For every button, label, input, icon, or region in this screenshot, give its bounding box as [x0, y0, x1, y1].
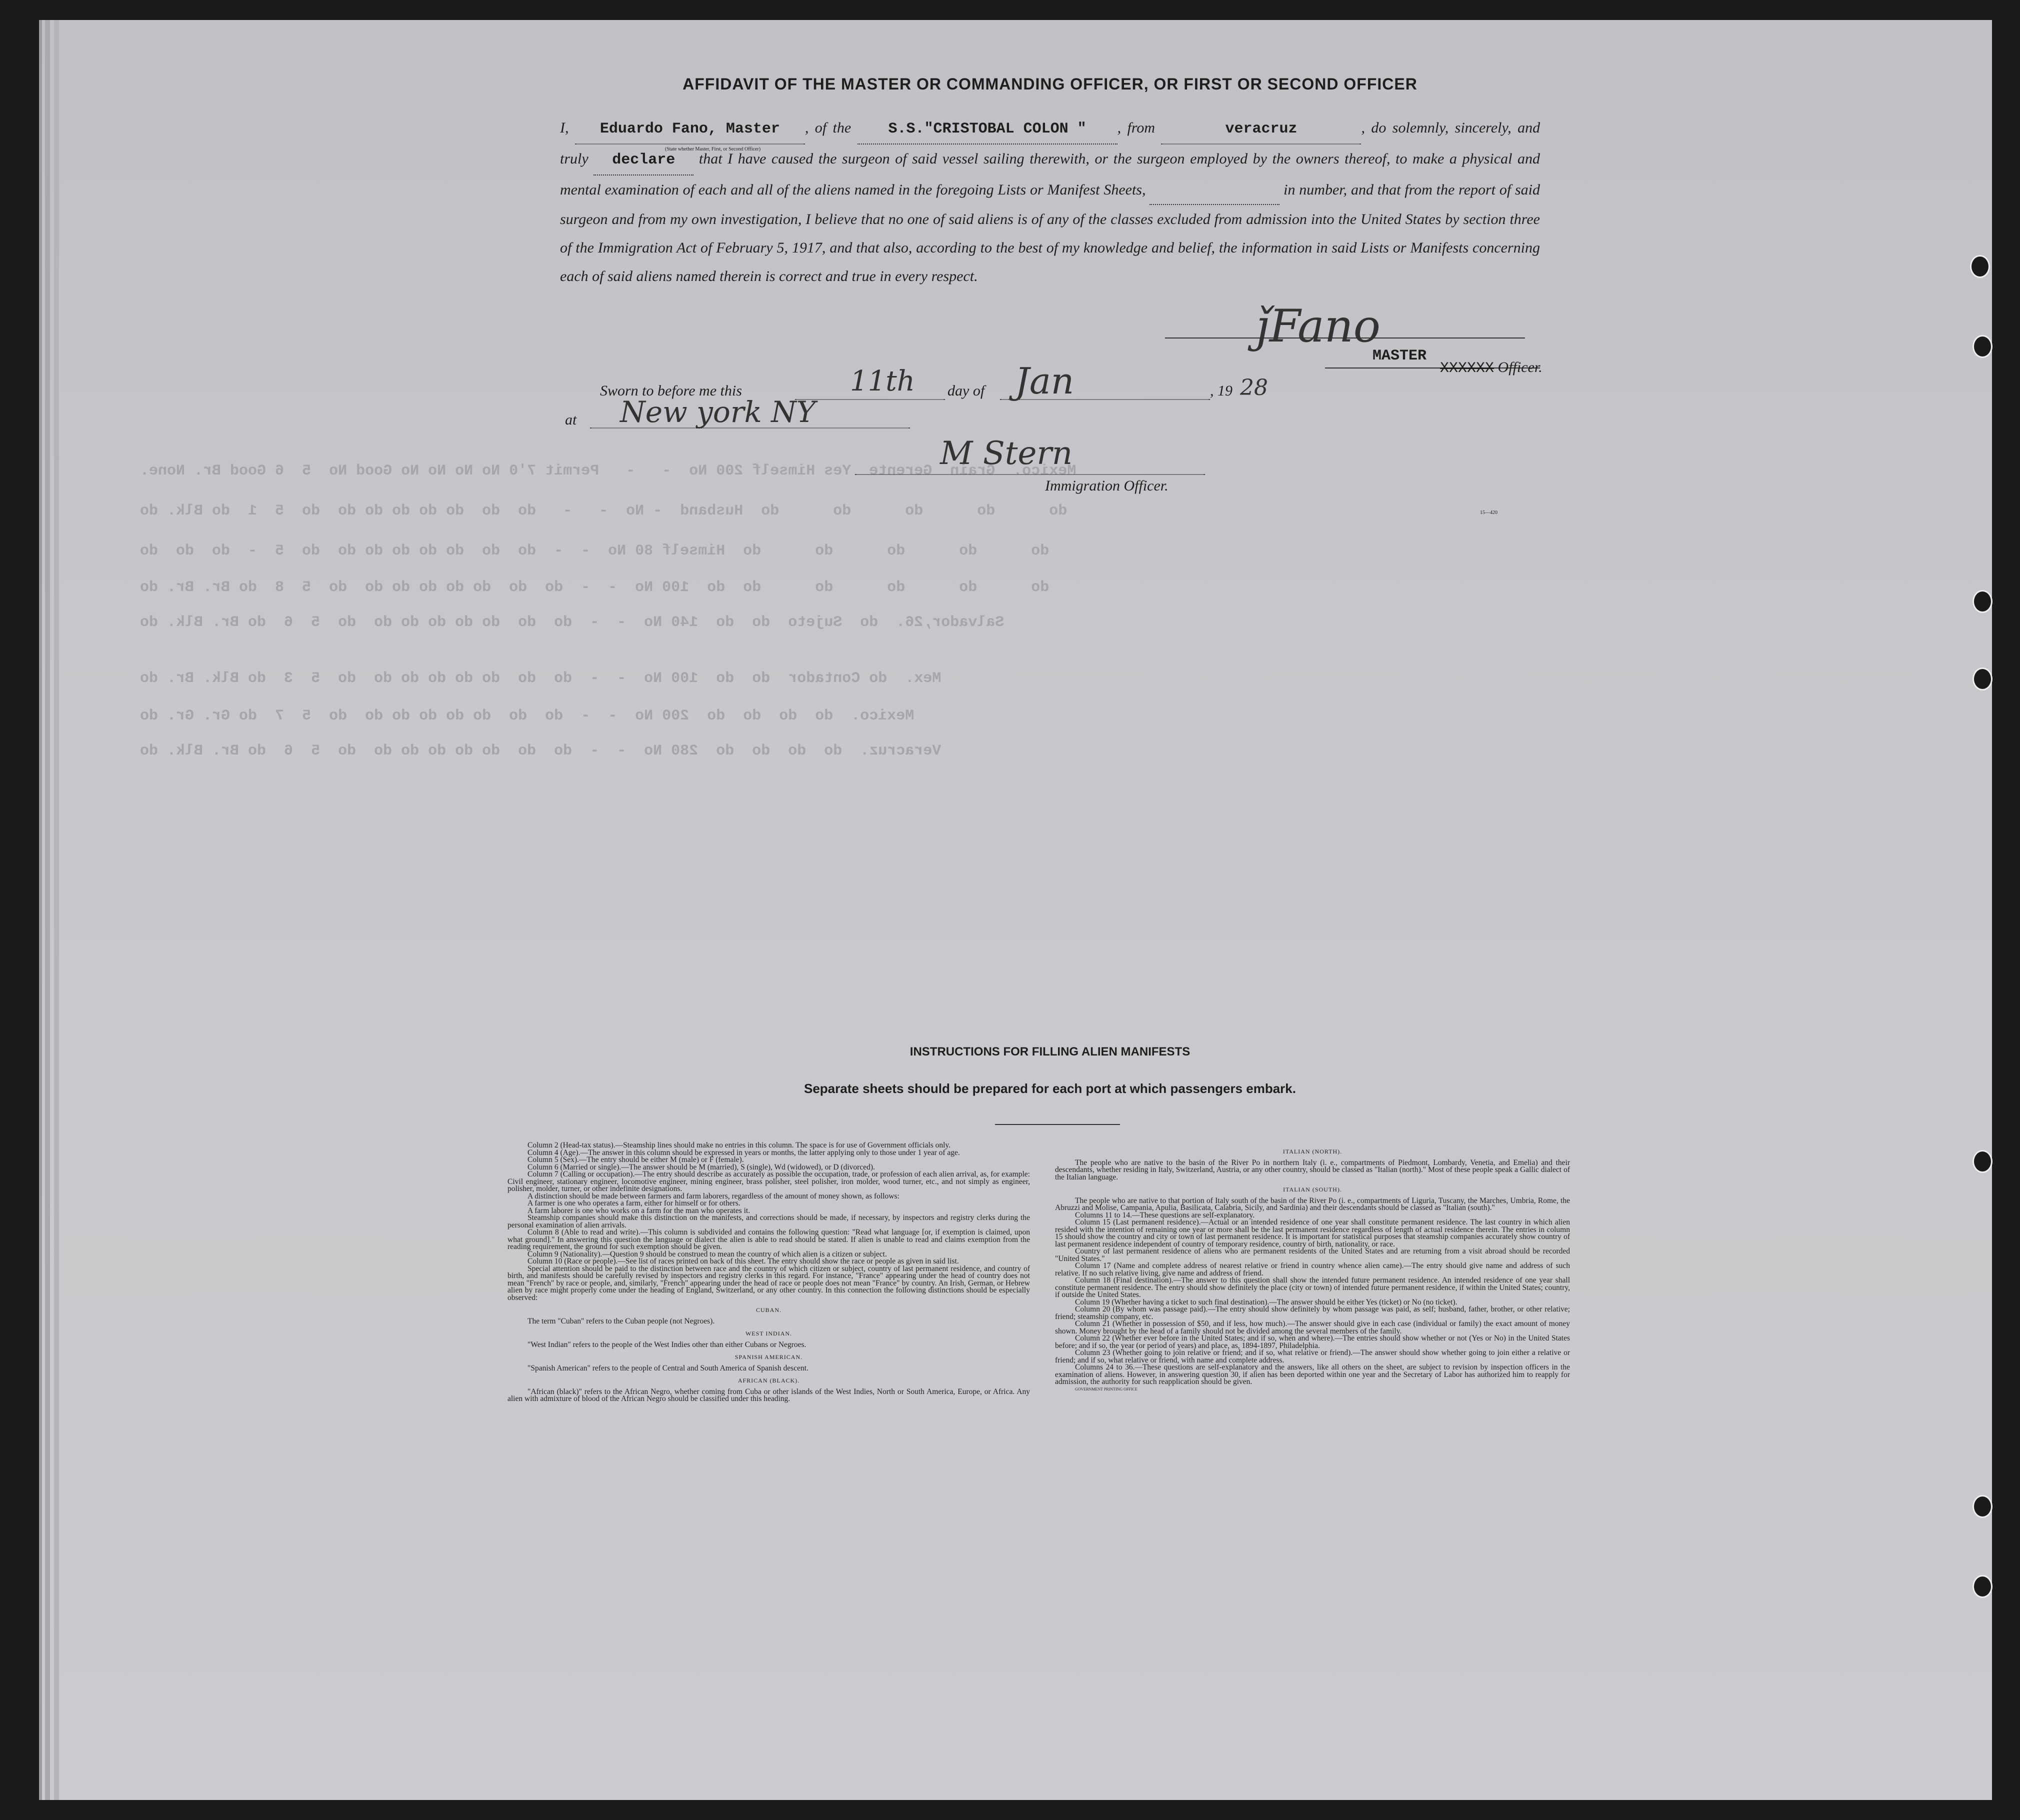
- year-label: , 19: [1210, 382, 1232, 399]
- affidavit: [560, 75, 1540, 290]
- state-note: (State whether Master, First, or Second Officer): [665, 146, 761, 152]
- day-of-label: day of: [948, 382, 985, 399]
- binder-hole: [1972, 590, 1992, 613]
- bleed-through-row: Salvador,26. do Sujeto do do 140 No - - do do do do do do do do 5 6 do Br. Blk. do: [140, 614, 1004, 631]
- vessel-name-field: S.S."CRISTOBAL COLON ": [858, 115, 1118, 144]
- divider: [995, 1124, 1120, 1125]
- port-field: veracruz: [1161, 115, 1361, 144]
- binder-hole: [1972, 335, 1992, 358]
- form-code: 15—420: [1480, 510, 1498, 516]
- bleed-through-row: do do do do do do 100 No - - do do do do do do do do 5 8 do Br. Br. do: [140, 579, 1050, 596]
- instructions-title: INSTRUCTIONS FOR FILLING ALIEN MANIFESTS: [910, 1045, 1190, 1058]
- at-label: at: [565, 412, 577, 428]
- bleed-through-row: Mexico. do do do do 200 No - - do do do do do do do do 5 7 do Gr. Gr. do: [140, 708, 914, 724]
- sworn-label: Sworn to before me this: [600, 382, 742, 399]
- affidavit-title: AFFIDAVIT OF THE MASTER OR COMMANDING OFFICER, OR FIRST OR SECOND OFFICER: [682, 75, 1418, 93]
- bleed-through-row: do do do do do Husband - No - - do do do do do do do do 5 1 do Blk. do: [140, 502, 1068, 520]
- sheet-count-field: [1150, 176, 1280, 205]
- sworn-day: 11th: [850, 365, 915, 398]
- binder-hole: [1972, 1575, 1992, 1598]
- immigration-officer-signature: M Stern: [940, 435, 1073, 472]
- signature-line: [855, 474, 1205, 475]
- sworn-place: New york NY: [620, 395, 816, 429]
- bleed-through-row: Mex. do Contador do do 100 No - - do do do do do do do do 5 3 do Blk. Br. do: [140, 670, 942, 687]
- instructions-subtitle: Separate sheets should be prepared for each port at which passengers embark.: [804, 1081, 1296, 1096]
- bleed-through-row: Mexico. Grain Gerente Yes Himself 200 No - - Permit 7'0 No No No No Good No 5 6 Good Br. None.: [140, 462, 1076, 480]
- officer-name-field: Eduardo Fano, Master: [575, 115, 805, 144]
- declaration-field: declare: [594, 146, 694, 176]
- bleed-through-row: Veracruz. do do do do 280 No - - do do do do do do do do 5 6 do Br. Blk. do: [140, 742, 942, 760]
- page-edge: [45, 20, 50, 1800]
- bleed-through-row: do do do do do Himself 80 No - - do do do do do do do do 5 - do do do: [140, 542, 1050, 560]
- binder-hole: [1972, 1150, 1992, 1173]
- officer-label: XXXXXX Officer.: [1440, 359, 1542, 377]
- binder-hole: [1972, 668, 1992, 690]
- immigration-officer-label: Immigration Officer.: [1045, 478, 1168, 494]
- sworn-year: 28: [1240, 375, 1268, 400]
- binder-hole: [1972, 1495, 1992, 1518]
- master-title: MASTER: [1372, 348, 1427, 364]
- instructions-right-column: ITALIAN (NORTH). The people who are native to the basin of the River Po in northern Italy (i. e., compartments of Piedmont, Lombardy, Venetia, and Emelia) and their descendants, whether residing in Italy, Switzerland, Austria, or any other country, should be classed as "Italian (north)." Most of these people speak a Gallic dialect of the Italian language. ITALIAN (SOUTH). The people who are native to that portion of Italy south of the basin of the River Po (i. e., compartments of Liguria, Tuscany, the Marches, Umbria, Rome, the Abruzzi and Molise, Campania, Apulia, Basilicata, Calabria, Sicily, and Sardinia) and their descendants should be classed as "Italian (south)." Columns 11 to 14.—These questions are self-explanatory. Column 15 (Last permanent residence).—Actual or an intended residence of one year shall constitute permanent residence. The last country in which alien resided with the intention of remaining one year or more shall be the last permanent residence regardless of length of actual residence therein. The entries in column 15 should show the country and city or town of last permanent residence. It is important for statistical purposes that steamship companies accurately show country of last permanent residence independent of country of temporary residence, country of birth, nationality, or race. Country of last permanent residence of aliens who are permanent residents of the United States and are returning from a visit abroad should be recorded "United States." Column 17 (Name and complete address of nearest relative or friend in country whence alien came).—The entry should give name and address of such relative. If no such relative living, give name and address of friend. Column 18 (Final destination).—The answer to this question shall show the intended future permanent residence. An intended residence of one year shall constitute permanent residence. The entry should show definitely the place (city or town) of intended future permanent residence, if within the United States; country, if outside the United States. Column 19 (Whether having a ticket to such final destination).—The answer should be either Yes (ticket) or No (no ticket). Column 20 (By whom was passage paid).—The entry should show definitely by whom passage was paid, as self; husband, father, brother, or other relative; friend; steamship company, etc. Column 21 (Whether in possession of $50, and if less, how much).—The answer should give in each case (individual or family) the exact amount of money shown. Money brought by the head of a family should not be divided among the several members of the family. Column 22 (Whether ever before in the United States; and if so, when and where).—The entries should show whether or not (Yes or No) in the United States before; and if so, the year (or period of years) and place, as, 1894-1897, Philadelphia. Column 23 (Whether going to join relative or friend; and if so, what relative or friend).—The answer should show whether going to join either a relative or friend; and if so, what relative or friend, with name and complete address. Columns 24 to 36.—These questions are self-explanatory and the answers, like all others on the sheet, are subject to revision by inspection officers in the examination of aliens. However, in answering question 30, if alien has been deported within one year and the Secretary of Labor has authorized him to reapply for admission, the authority for such reapplication should be given. GOVERNMENT PRINTING OFFICE: [1055, 1148, 1570, 1392]
- master-signature: ǰFano: [1255, 300, 1380, 352]
- page-edge: [54, 20, 59, 1800]
- day-line: [795, 399, 945, 400]
- instructions-left-column: Column 2 (Head-tax status).—Steamship lines should make no entries in this column. The space is for use of Government officials only. Column 4 (Age).—The answer in this column should be expressed in years or months, the latter applying only to those under 1 year of age. Column 5 (Sex).—The entry should be either M (male) or F (female). Column 6 (Married or single).—The answer should be M (married), S (single), Wd (widowed), or D (divorced). Column 7 (Calling or occupation).—The entry should describe as accurately as possible the occupation, trade, or profession of each alien arrival, as, for example: Civil engineer, stationary engineer, locomotive engineer, mining engineer, brass polisher, steel polisher, iron molder, wood turner, etc., and not simply as engineer, polisher, molder, turner, or other indefinite designations. A distinction should be made between farmers and farm laborers, regardless of the amount of money shown, as follows: A farmer is one who operates a farm, either for himself or for others. A farm laborer is one who works on a farm for the man who operates it. Steamship companies should make this distinction on the manifests, and corrections should be made, if necessary, by inspectors and registry clerks during the personal examination of alien arrivals. Column 8 (Able to read and write).—This column is subdivided and contains the following question: "Read what language [or, if exemption is claimed, upon what ground]." In answering this question the language or dialect the alien is able to read should be stated. If alien is unable to read and claims exemption from the reading requirement, the ground for such exemption should be given. Column 9 (Nationality).—Question 9 should be construed to mean the country of which alien is a citizen or subject. Column 10 (Race or people).—See list of races printed on back of this sheet. The entry should show the race or people as given in said list. Special attention should be paid to the distinction between race and the country of which citizen or subject, country of last permanent residence, and country of birth, and manifests should be carefully revised by inspectors and registry clerks in this regard. For instance, "France" appearing under the head of country does not mean "French" by race or people, and, similarly, "French" appearing under the head of race or people does not mean "France" by country. An Irish, German, or Hebrew alien by race might properly come under the heading of England, Switzerland, or any other country. In this connection the following distinctions should be especially observed: CUBAN. The term "Cuban" refers to the Cuban people (not Negroes). WEST INDIAN. "West Indian" refers to the people of the West Indies other than either Cubans or Negroes. SPANISH AMERICAN. "Spanish American" refers to the people of Central and South America of Spanish descent. AFRICAN (BLACK). "African (black)" refers to the African Negro, whether coming from Cuba or other islands of the West Indies, North or South America, Europe, or Africa. Any alien with admixture of blood of the African Negro should be classified under this heading.: [508, 1141, 1030, 1403]
- affidavit-text: I, Eduardo Fano, Master , of the S.S."CRISTOBAL COLON " , from veracruz , do solemnly, sincerely, and truly declare that I have caused the surgeon of said vessel sailing therewith, or the surgeon employed by the owners thereof, to make a physical and mental examination of each and all of the aliens named in the foregoing Lists or Manifest Sheets, in number, and that from the report of said surgeon and from my own investigation, I believe that no one of said aliens is of any of the classes excluded from admission into the United States by section three of the Immigration Act of February 5, 1917, and that also, according to the best of my knowledge and belief, the information in said Lists or Manifests concerning each of said aliens named therein is correct and true in every respect.: [560, 114, 1540, 290]
- sworn-month: Jan: [1015, 360, 1074, 402]
- binder-hole: [1970, 255, 1990, 278]
